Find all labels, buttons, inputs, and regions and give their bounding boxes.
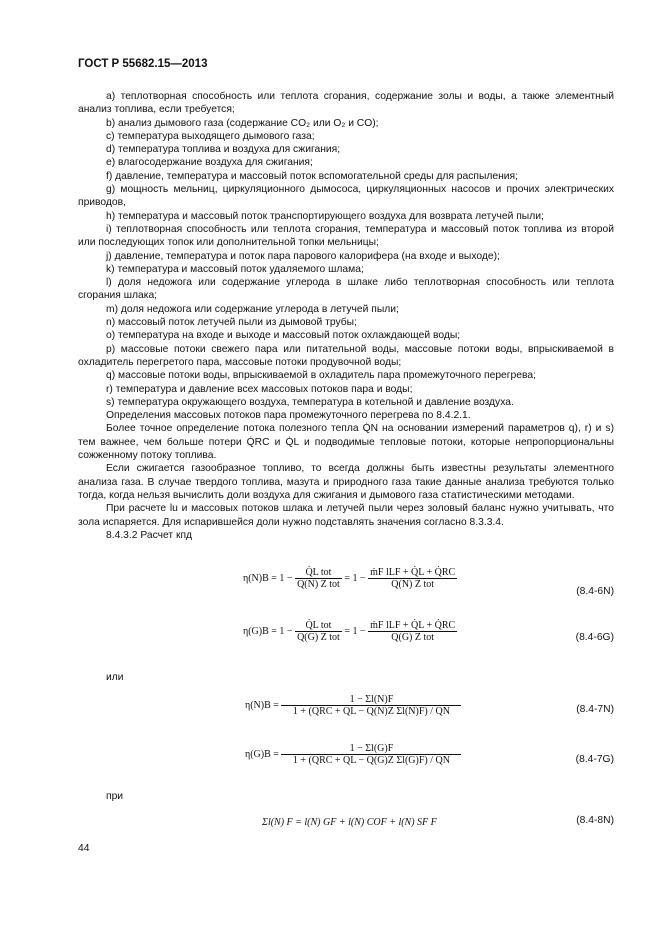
- list-item: а) теплотворная способность или теплота сгорания, содержание золы и воды, а также элементный анализ топлива, если требуется;: [78, 91, 614, 116]
- equation-6n: η(N)B = 1 − $\frac{\text{Q̇L tot}}{\text{Q̇(N) Z tot}}$ = 1 − $\frac{\text{ṁF lLF + Q̇L + Q̇RC}}{\text{Q̇(N) Z tot}}$: [243, 567, 456, 590]
- equation-8n: Σl(N) F = l(N) GF + l(N) COF + l(N) SF F: [262, 817, 437, 828]
- equation-7g: η(G)B = $\frac{1 - \Sigma l(G)F}{\text{1 + (Q̇RC + Q̇L − Q̇(G)Z Σl(G)F) / Q̇N}}$: [245, 743, 461, 766]
- list-item: p) массовые потоки свежего пара или питательной воды, массовые потоки воды, впрыскиваемой в охладитель перегретого пара, массовые потоки продувочной воды;: [78, 343, 614, 368]
- list-item: k) температура и массовый поток удаляемого шлама;: [106, 263, 364, 275]
- equation-7n: η(N)B = $\frac{1 - \Sigma l(N)F}{\text{1 + (Q̇RC + Q̇L − Q̇(N)Z Σl(N)F) / Q̇N}}$: [245, 694, 461, 717]
- connector-word: или: [106, 672, 124, 683]
- section-heading: 8.4.3.2 Расчет кпд: [106, 529, 193, 541]
- paragraph: Более точное определение потока полезного тепла Q̇N на основании измерений параметров q), r) и s) тем важнее, чем больше потери Q̇RC и Q̇L и подводимые тепловые потоки, которые непропорциональны сожженному потоку топлива.: [78, 423, 614, 462]
- list-item: c) температура выходящего дымового газа;: [106, 130, 315, 142]
- list-item: q) массовые потоки воды, впрыскиваемой в охладитель пара промежуточного перегрева;: [106, 370, 536, 382]
- list-item: l) доля недожога или содержание углерода в шлаке либо теплотворная способность или теплота сгорания шлака;: [78, 277, 614, 302]
- equation-6g: η(G)B = 1 − $\frac{\text{Q̇L tot}}{\text{Q̇(G) Z tot}}$ = 1 − $\frac{\text{ṁF lLF + Q̇L + Q̇RC}}{\text{Q̇(G) Z tot}}$: [243, 620, 456, 643]
- document-header: ГОСТ Р 55682.15—2013: [78, 58, 208, 70]
- list-item: n) массовый поток летучей пыли из дымовой трубы;: [106, 317, 357, 329]
- equation-number: (8.4-7N): [576, 704, 614, 715]
- list-item: b) анализ дымового газа (содержание CO₂ или O₂ и CO);: [106, 117, 379, 129]
- list-item: e) влагосодержание воздуха для сжигания;: [106, 157, 313, 169]
- list-item: i) теплотворная способность или теплота сгорания, температура и массовый поток топлива из второй или последующих топок или дополнительной топки мельницы;: [78, 223, 614, 249]
- connector-word: при: [106, 791, 124, 802]
- paragraph: Определения массовых потоков пара промежуточного перегрева по 8.4.2.1.: [106, 410, 471, 422]
- list-item: j) давление, температура и поток пара парового калорифера (на входе и выходе);: [106, 250, 500, 262]
- paragraph: При расчете lu и массовых потоков шлака и летучей пыли через золовый баланс нужно учитывать, что зола испаряется. Для испарившейся доли нужно подставлять значения согласно 8.3.3.4.: [78, 503, 614, 528]
- equation-number: (8.4-6G): [575, 632, 614, 643]
- page-number: 44: [78, 843, 90, 854]
- paragraph: Если сжигается газообразное топливо, то всегда должны быть известны результаты элементного анализа газа. В случае твердого топлива, мазута и природного газа такие данные анализа требуются только тогда, когда нельзя вычислить доли воздуха для сжигания и дымового газа статистическими методами.: [78, 463, 614, 501]
- equation-number: (8.4-7G): [575, 754, 614, 765]
- list-item: g) мощность мельниц, циркуляционного дымососа, циркуляционных насосов и прочих электрических приводов,: [78, 184, 614, 209]
- list-item: f) давление, температура и массовый поток вспомогательной среды для распыления;: [106, 170, 518, 182]
- equation-number: (8.4-8N): [576, 815, 614, 826]
- equation-number: (8.4-6N): [576, 586, 614, 597]
- list-item: r) температура и давление всех массовых потоков пара и воды;: [106, 383, 413, 395]
- list-item: s) температура окружающего воздуха, температура в котельной и давление воздуха.: [106, 396, 514, 408]
- list-item: d) температура топлива и воздуха для сжигания;: [106, 144, 341, 156]
- list-item: o) температура на входе и выходе и массовый поток охлаждающей воды;: [106, 330, 461, 342]
- document-body: [78, 90, 614, 542]
- list-item: h) температура и массовый поток транспортирующего воздуха для возврата летучей пыли;: [106, 210, 544, 222]
- list-item: m) доля недожога или содержание углерода в летучей пыли;: [106, 303, 399, 315]
